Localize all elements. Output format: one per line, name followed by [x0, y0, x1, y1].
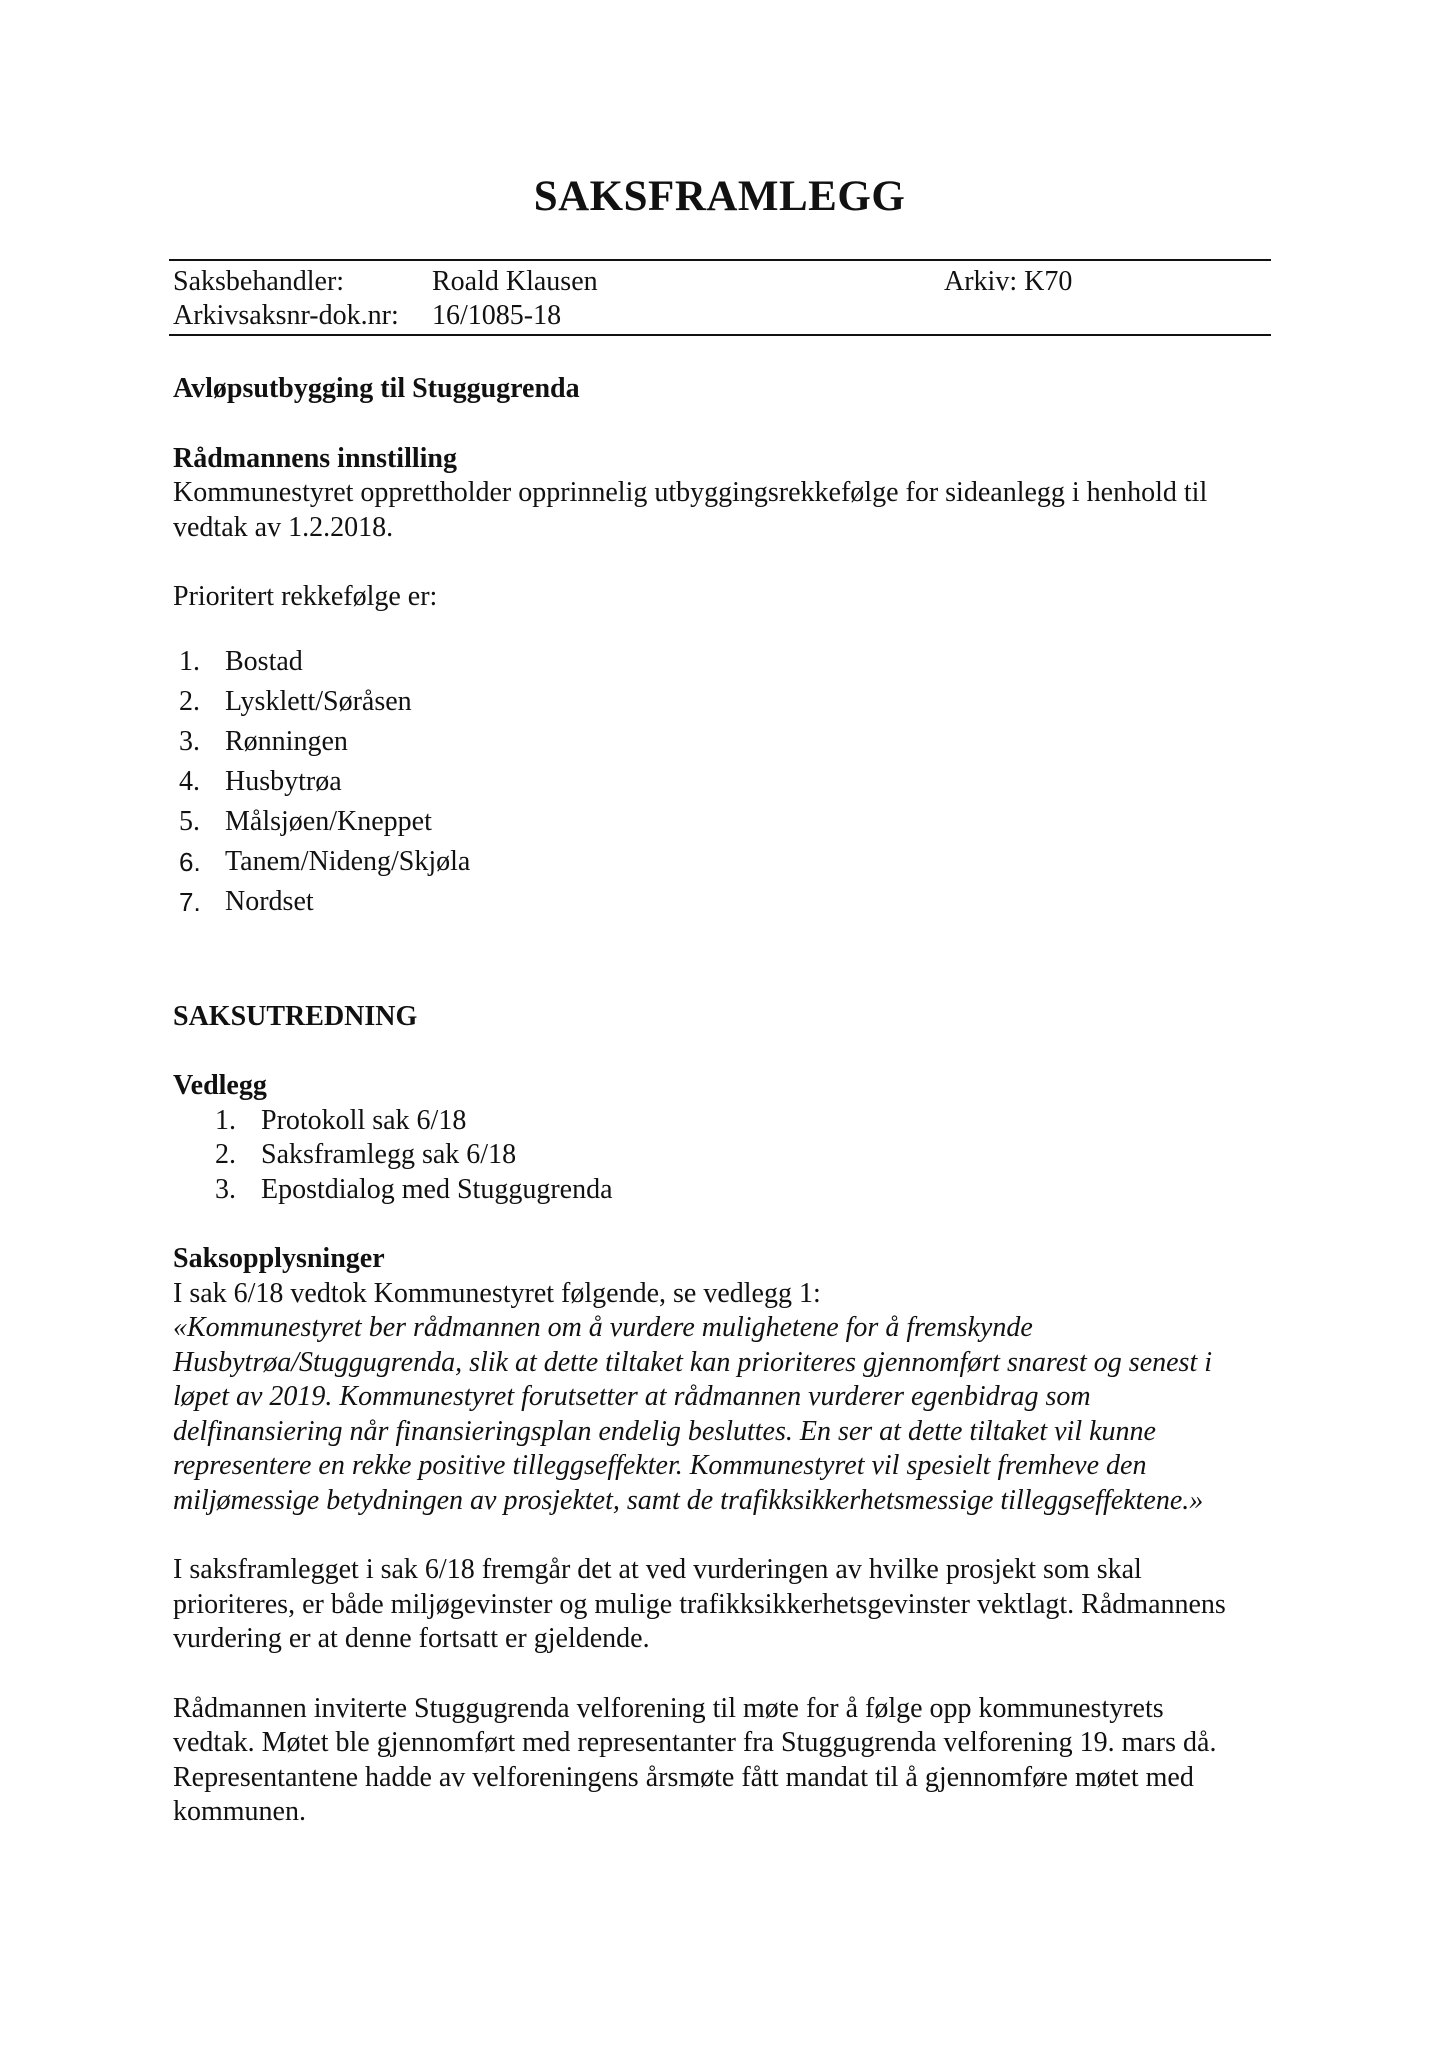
header-rule-top — [169, 259, 1271, 261]
quote-line: Husbytrøa/Stuggugrenda, slik at dette tiltaket kan prioriteres gjennomført snarest og senest i — [173, 1346, 1213, 1378]
paragraph-line: Rådmannen inviterte Stuggugrenda velforening til møte for å følge opp kommunestyrets — [173, 1692, 1164, 1724]
list-item: 3. Rønningen — [179, 725, 348, 757]
quote-line: løpet av 2019. Kommunestyret forutsetter at rådmannen vurderer egenbidrag som — [173, 1381, 1091, 1412]
paragraph-line: I saksframlegget i sak 6/18 fremgår det at ved vurderingen av hvilke prosjekt som skal — [173, 1554, 1142, 1585]
arkiv-code: Arkiv: K70 — [944, 266, 1073, 297]
subject-heading: Avløpsutbygging til Stuggugrenda — [173, 373, 580, 404]
list-item: 3. Epostdialog med Stuggugrenda — [215, 1173, 613, 1205]
list-item: 2. Lysklett/Søråsen — [179, 685, 412, 717]
document-title: SAKSFRAMLEGG — [533, 173, 906, 220]
paragraph-vurdering — [173, 1553, 1273, 1657]
paragraph-line: vurdering er at denne fortsatt er gjeldende. — [173, 1623, 650, 1654]
saksbehandler-label: Saksbehandler: — [173, 266, 345, 297]
arkivsaksnr-label: Arkivsaksnr-dok.nr: — [173, 300, 399, 331]
prio-intro: Prioritert rekkefølge er: — [173, 581, 438, 612]
list-item: 6. Tanem/Nideng/Skjøla — [179, 845, 471, 877]
priority-list — [173, 642, 1273, 922]
saksopplysninger-intro: I sak 6/18 vedtok Kommunestyret følgende, se vedlegg 1: — [173, 1277, 821, 1309]
arkivsaksnr-value: 16/1085-18 — [432, 300, 562, 331]
list-item: 7. Nordset — [179, 885, 314, 917]
saksutredning-heading: SAKSUTREDNING — [173, 1000, 418, 1032]
paragraph-line: Representantene hadde av velforeningens årsmøte fått mandat til å gjennomføre møtet med — [173, 1761, 1194, 1793]
header-rule-bottom — [169, 334, 1271, 336]
quote-line: miljømessige betydningen av prosjektet, samt de trafikksikkerhetsmessige tilleggseffektene.» — [173, 1484, 1204, 1516]
document-body — [173, 372, 1273, 1830]
paragraph-mote — [173, 1692, 1273, 1830]
innstilling-text-line-1: Kommunestyret opprettholder opprinnelig utbyggingsrekkefølge for sideanlegg i henhold til — [173, 477, 1208, 508]
vedlegg-heading: Vedlegg — [173, 1070, 267, 1101]
list-item: 5. Målsjøen/Kneppet — [179, 805, 432, 837]
quote-line: representere en rekke positive tilleggseffekter. Kommunestyret vil spesielt fremheve den — [173, 1450, 1147, 1481]
paragraph-line: kommunen. — [173, 1796, 306, 1827]
list-item: 4. Husbytrøa — [179, 765, 342, 797]
saksopplysninger-heading: Saksopplysninger — [173, 1243, 385, 1274]
innstilling-text-line-2: vedtak av 1.2.2018. — [173, 511, 394, 543]
vedtak-quote — [173, 1311, 1273, 1518]
paragraph-line: prioriteres, er både miljøgevinster og mulige trafikksikkerhetsgevinster vektlagt. Rådmannens — [173, 1588, 1226, 1620]
paragraph-line: vedtak. Møtet ble gjennomført med representanter fra Stuggugrenda velforening 19. mars då. — [173, 1727, 1217, 1758]
quote-line: delfinansiering når finansieringsplan endelig besluttes. En ser at dette tiltaket vil kunne — [173, 1415, 1156, 1447]
quote-line: «Kommunestyret ber rådmannen om å vurdere mulighetene for å fremskynde — [173, 1312, 1033, 1343]
saksbehandler-value: Roald Klausen — [432, 266, 598, 297]
list-item: 1. Protokoll sak 6/18 — [215, 1104, 467, 1136]
vedlegg-list — [173, 1104, 1273, 1208]
innstilling-heading: Rådmannens innstilling — [173, 442, 457, 474]
list-item: 2. Saksframlegg sak 6/18 — [215, 1139, 517, 1170]
list-item: 1. Bostad — [179, 645, 303, 677]
